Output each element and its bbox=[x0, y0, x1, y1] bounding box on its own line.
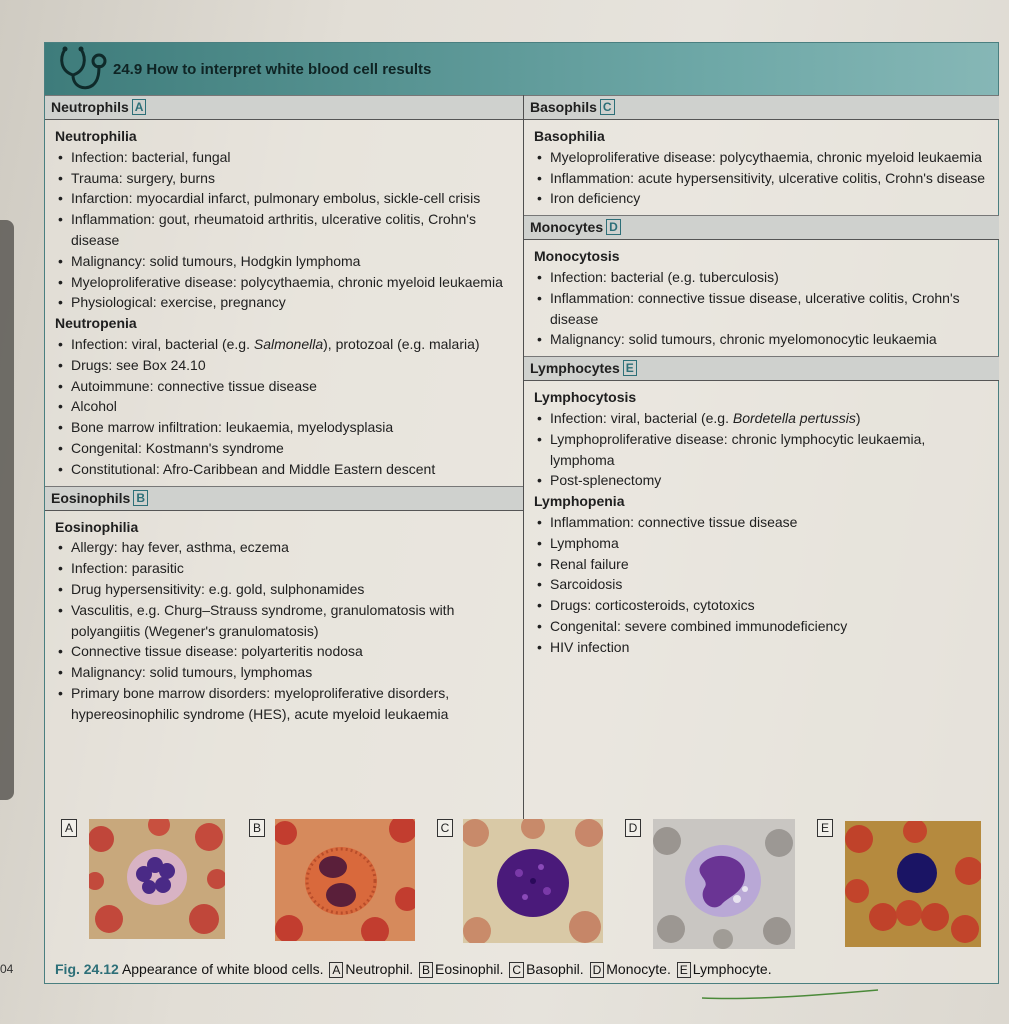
list-item: • Trauma: surgery, burns bbox=[55, 168, 515, 189]
eosinophilia-title: Eosinophilia bbox=[55, 518, 139, 535]
list-item: • Inflammation: acute hypersensitivity, ulcerative colitis, Crohn's disease bbox=[534, 168, 991, 189]
lymphocytes-header bbox=[524, 356, 999, 381]
basophils-badge: C bbox=[600, 99, 615, 115]
box-title-bar bbox=[45, 43, 998, 95]
neutrophils-badge: A bbox=[132, 99, 147, 115]
list-item: • Iron deficiency bbox=[534, 188, 991, 209]
list-item: • Infection: parasitic bbox=[55, 558, 515, 579]
basophilia-title: Basophilia bbox=[534, 128, 605, 144]
page-binding-shadow bbox=[0, 220, 14, 800]
lymphopenia-list bbox=[534, 512, 991, 658]
list-item-text: Infection: viral, bacterial (e.g. bbox=[71, 335, 254, 352]
list-item: • Sarcoidosis bbox=[534, 574, 991, 595]
micrograph-label-d: D bbox=[625, 819, 641, 837]
info-box bbox=[44, 42, 999, 984]
caption-label: Lymphocyte. bbox=[692, 961, 772, 977]
list-item: • Allergy: hay fever, asthma, eczema bbox=[55, 537, 515, 558]
micrograph-row bbox=[45, 813, 998, 953]
neutrophils-header bbox=[45, 95, 523, 120]
monocytosis-list bbox=[534, 267, 991, 350]
list-item: • Drugs: corticosteroids, cytotoxics bbox=[534, 595, 991, 616]
list-item: • Malignancy: solid tumours, lymphomas bbox=[55, 662, 515, 683]
list-item bbox=[55, 334, 515, 355]
list-item: • Vasculitis, e.g. Churg–Strauss syndrome, granulomatosis with polyangiitis (Wegener's granulomatosis) bbox=[55, 600, 515, 642]
box-title: 24.9 How to interpret white blood cell results bbox=[113, 61, 432, 78]
list-item: • Drug hypersensitivity: e.g. gold, sulphonamides bbox=[55, 579, 515, 600]
micrograph-eosinophil bbox=[275, 819, 415, 941]
list-item: • Congenital: Kostmann's syndrome bbox=[55, 438, 515, 459]
list-item: • Myeloproliferative disease: polycythaemia, chronic myeloid leukaemia bbox=[534, 147, 991, 168]
list-item: • Inflammation: gout, rheumatoid arthritis, ulcerative colitis, Crohn's disease bbox=[55, 209, 515, 251]
list-item: • Primary bone marrow disorders: myeloproliferative disorders, hypereosinophilic syndrome (HES), acute myeloid leukaemia bbox=[55, 683, 515, 725]
lymphocytosis-title: Lymphocytosis bbox=[534, 389, 637, 406]
organism-name: Salmonella bbox=[253, 335, 324, 352]
list-item: • Infection: bacterial (e.g. tuberculosis) bbox=[534, 267, 991, 288]
caption-badge: A bbox=[329, 962, 343, 978]
list-item: • Lymphoproliferative disease: chronic lymphocytic leukaemia, lymphoma bbox=[534, 429, 991, 471]
caption-text: Appearance of white blood cells. bbox=[121, 961, 324, 977]
lymphocytes-body bbox=[524, 381, 999, 663]
list-item: • Physiological: exercise, pregnancy bbox=[55, 292, 515, 313]
eosinophils-badge: B bbox=[133, 490, 148, 506]
caption-badge: E bbox=[677, 962, 691, 978]
organism-name: Bordetella pertussis bbox=[732, 409, 856, 426]
neutropenia-list bbox=[55, 334, 515, 480]
list-item: • Connective tissue disease: polyarteritis nodosa bbox=[55, 641, 515, 662]
list-item: • Congenital: severe combined immunodeficiency bbox=[534, 616, 991, 637]
monocytes-body bbox=[524, 240, 999, 356]
list-item: • Malignancy: solid tumours, chronic myelomonocytic leukaemia bbox=[534, 329, 991, 350]
neutrophilia-title: Neutrophilia bbox=[55, 128, 137, 144]
micrograph-label-a: A bbox=[61, 819, 77, 837]
list-item: • Constitutional: Afro-Caribbean and Middle Eastern descent bbox=[55, 459, 515, 480]
stethoscope-icon bbox=[55, 45, 111, 93]
eosinophils-body bbox=[45, 511, 523, 731]
caption-badge: C bbox=[509, 962, 524, 978]
list-item-text: ), protozoal (e.g. malaria) bbox=[323, 335, 480, 352]
micrograph-monocyte bbox=[653, 819, 795, 949]
list-item bbox=[534, 408, 991, 429]
eosinophils-header-label: Eosinophils bbox=[51, 489, 131, 506]
neutrophilia-list bbox=[55, 147, 515, 313]
caption-label: Monocyte. bbox=[606, 961, 671, 977]
caption-label: Neutrophil. bbox=[345, 961, 414, 977]
lymphopenia-title: Lymphopenia bbox=[534, 493, 625, 510]
figure-caption bbox=[55, 961, 772, 978]
micrograph-neutrophil bbox=[89, 819, 225, 939]
eosinophils-header bbox=[45, 486, 523, 511]
neutrophils-header-label: Neutrophils bbox=[51, 99, 129, 115]
neutrophils-body bbox=[45, 120, 523, 486]
lymphocytes-header-label: Lymphocytes bbox=[530, 360, 620, 377]
eosinophilia-list bbox=[55, 537, 515, 724]
neutropenia-title: Neutropenia bbox=[55, 315, 137, 332]
list-item: • Drugs: see Box 24.10 bbox=[55, 355, 515, 376]
left-column bbox=[45, 95, 523, 731]
monocytes-badge: D bbox=[606, 219, 621, 235]
list-item: • Renal failure bbox=[534, 554, 991, 575]
figure-number: Fig. 24.12 bbox=[55, 961, 119, 977]
caption-label: Eosinophil. bbox=[435, 961, 504, 977]
list-item: • Infection: bacterial, fungal bbox=[55, 147, 515, 168]
list-item: • Infarction: myocardial infarct, pulmonary embolus, sickle-cell crisis bbox=[55, 188, 515, 209]
list-item: • Inflammation: connective tissue disease, ulcerative colitis, Crohn's disease bbox=[534, 288, 991, 330]
list-item-text: Infection: viral, bacterial (e.g. bbox=[550, 409, 733, 426]
monocytes-header bbox=[524, 215, 999, 240]
micrograph-label-e: E bbox=[817, 819, 833, 837]
basophils-header-label: Basophils bbox=[530, 99, 597, 115]
monocytes-header-label: Monocytes bbox=[530, 219, 604, 236]
list-item: • Bone marrow infiltration: leukaemia, myelodysplasia bbox=[55, 417, 515, 438]
micrograph-basophil bbox=[463, 819, 603, 943]
pen-underline bbox=[700, 988, 880, 1002]
lymphocytes-badge: E bbox=[623, 360, 637, 376]
basophils-body bbox=[524, 120, 999, 215]
caption-badge: D bbox=[590, 962, 605, 978]
list-item: • HIV infection bbox=[534, 637, 991, 658]
list-item: • Malignancy: solid tumours, Hodgkin lymphoma bbox=[55, 251, 515, 272]
micrograph-label-b: B bbox=[249, 819, 265, 837]
monocytosis-title: Monocytosis bbox=[534, 248, 620, 265]
micrograph-label-c: C bbox=[437, 819, 453, 837]
list-item-text: ) bbox=[855, 409, 861, 426]
list-item: • Lymphoma bbox=[534, 533, 991, 554]
page-number: 04 bbox=[0, 962, 14, 976]
caption-label: Basophil. bbox=[526, 961, 584, 977]
list-item: • Myeloproliferative disease: polycythaemia, chronic myeloid leukaemia bbox=[55, 272, 515, 293]
basophils-header bbox=[524, 95, 999, 120]
caption-badge: B bbox=[419, 962, 433, 978]
list-item: • Alcohol bbox=[55, 396, 515, 417]
list-item: • Inflammation: connective tissue disease bbox=[534, 512, 991, 533]
lymphocytosis-list bbox=[534, 408, 991, 491]
basophilia-list bbox=[534, 147, 991, 209]
list-item: • Autoimmune: connective tissue disease bbox=[55, 376, 515, 397]
micrograph-lymphocyte bbox=[845, 821, 981, 947]
list-item: • Post-splenectomy bbox=[534, 470, 991, 491]
right-column bbox=[523, 95, 999, 839]
